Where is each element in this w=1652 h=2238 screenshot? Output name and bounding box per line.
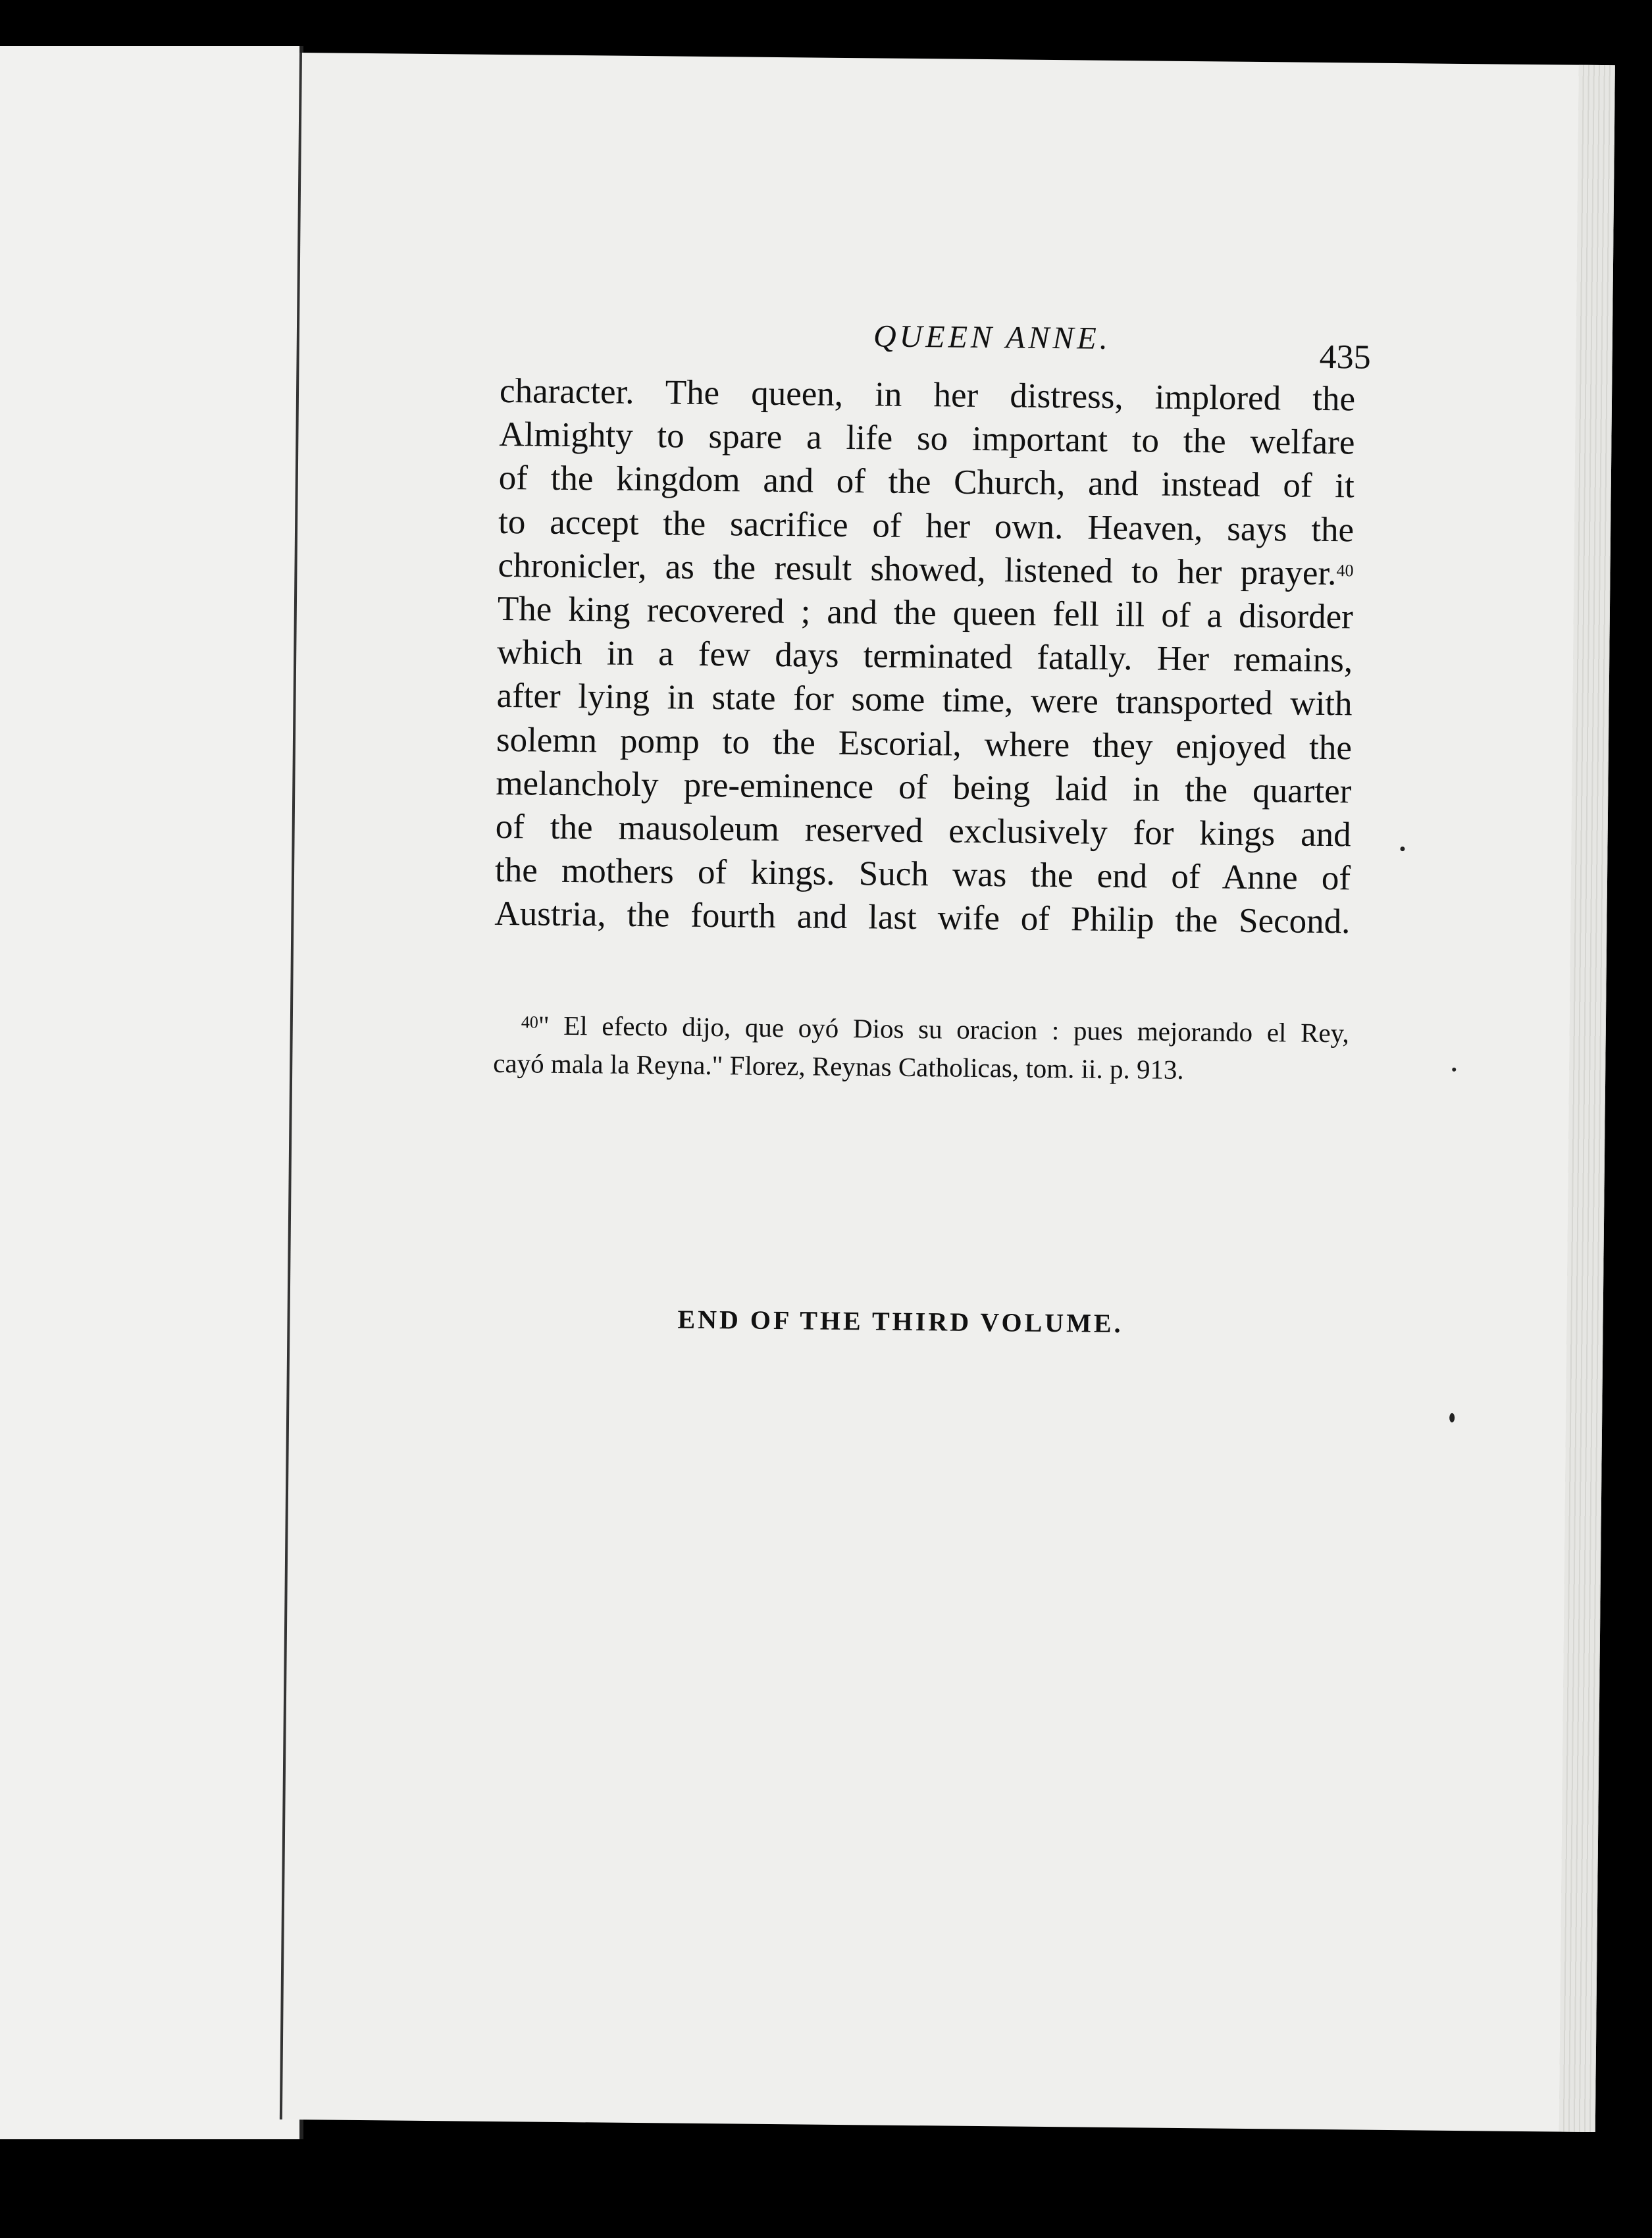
body-line: solemn pomp to the Escorial, where they enjoyed the [496, 720, 1353, 768]
running-head [299, 313, 1613, 361]
body-line: melancholy pre-eminence of being laid in the quarter [496, 764, 1352, 811]
page-edge-shading [1559, 65, 1615, 2132]
body-line: chronicler, as the result showed, listened to her prayer. [498, 546, 1337, 592]
colophon-text: END OF THE THIRD VOLUME. [677, 1304, 1123, 1339]
body-line: which in a few days terminated fatally. Her remains, [496, 633, 1353, 680]
body-line: to accept the sacrifice of her own. Heaven, says the [498, 502, 1355, 550]
book-page [280, 53, 1615, 2132]
left-facing-page [0, 46, 303, 2139]
body-line-with-note-ref [498, 544, 1354, 596]
body-line: of the mausoleum reserved exclusively for kings and [495, 807, 1351, 854]
body-line: The king recovered ; and the queen fell ill of a disorder [497, 589, 1354, 637]
footnote-reference: 40 [1336, 560, 1354, 581]
body-line: Austria, the fourth and last wife of Philip the Second. [494, 895, 1351, 941]
footnote-line: cayó mala la Reyna." Florez, Reynas Catholicas, tom. ii. p. 913. [493, 1047, 1184, 1085]
running-head-text: QUEEN ANNE. [873, 319, 1112, 356]
body-line: Almighty to spare a life so important to the welfare [499, 415, 1355, 462]
footnote-text: " El efecto dijo, que oyó Dios su oracion : pues mejorando el Rey, [538, 1010, 1349, 1049]
page-number: 435 [1319, 338, 1371, 377]
print-speck [1449, 1413, 1455, 1422]
body-line: after lying in state for some time, were transported with [496, 677, 1353, 723]
body-line: character. The queen, in her distress, implored the [499, 371, 1356, 419]
body-line: the mothers of kings. Such was the end of Anne of [494, 851, 1351, 898]
body-text [494, 369, 1355, 944]
body-line: of the kingdom and of the Church, and instead of it [498, 459, 1355, 506]
colophon [290, 1300, 1603, 1343]
footnote [493, 1006, 1349, 1090]
print-speck [1400, 846, 1405, 851]
print-speck [1452, 1068, 1456, 1072]
footnote-marker: 40 [521, 1012, 539, 1032]
